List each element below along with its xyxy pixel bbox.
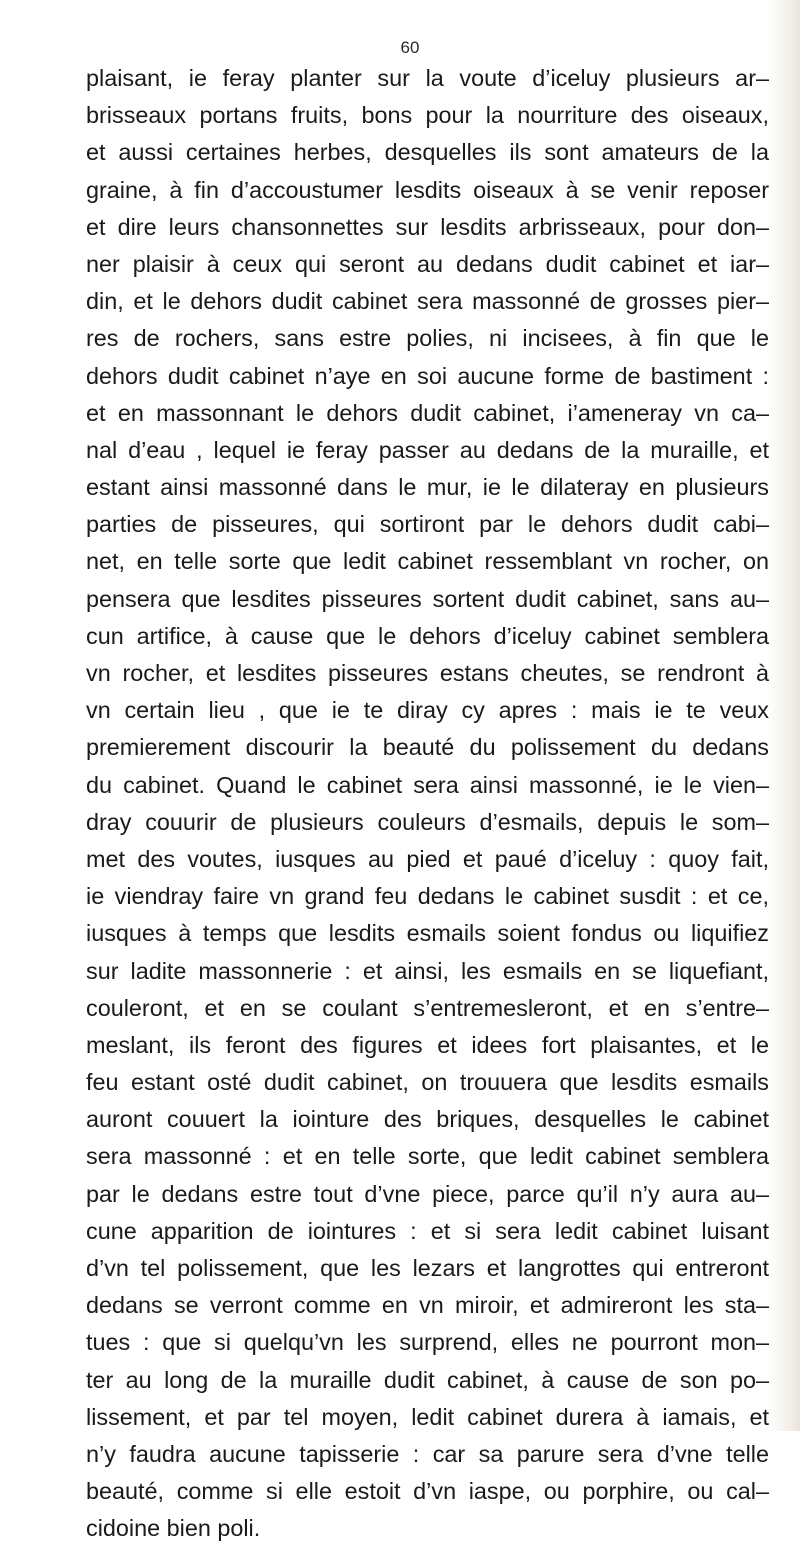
text-line: feu estant osté dudit cabinet, on trouuera que lesdits esmails: [86, 1069, 769, 1096]
text-line: et en massonnant le dehors dudit cabinet, i’ameneray vn ca–: [86, 399, 769, 426]
text-line: dray couurir de plusieurs couleurs d’esmails, depuis le som–: [86, 808, 769, 835]
text-line: et dire leurs chansonnettes sur lesdits arbrisseaux, pour don–: [86, 213, 769, 240]
text-line: meslant, ils feront des figures et idees fort plaisantes, et le: [86, 1031, 769, 1058]
text-line: du cabinet. Quand le cabinet sera ainsi massonné, ie le vien–: [86, 771, 769, 798]
page-number: 60: [400, 38, 420, 57]
body-text: [86, 60, 769, 1548]
text-line: met des voutes, iusques au pied et paué d’iceluy : quoy fait,: [86, 845, 769, 872]
text-line: tues : que si quelqu’vn les surprend, elles ne pourront mon–: [86, 1329, 769, 1356]
text-line: n’y faudra aucune tapisserie : car sa parure sera d’vne telle: [86, 1440, 769, 1467]
text-line: sera massonné : et en telle sorte, que ledit cabinet semblera: [86, 1143, 769, 1170]
text-line: parties de pisseures, qui sortiront par le dehors dudit cabi–: [86, 511, 769, 538]
text-line: pensera que lesdites pisseures sortent dudit cabinet, sans au–: [86, 585, 769, 612]
text-line: sur ladite massonnerie : et ainsi, les esmails en se liquefiant,: [86, 957, 769, 984]
text-line: premierement discourir la beauté du polissement du dedans: [86, 734, 769, 761]
text-line: vn certain lieu , que ie te diray cy apres : mais ie te veux: [86, 697, 769, 724]
text-line: cun artifice, à cause que le dehors d’iceluy cabinet semblera: [86, 622, 769, 649]
text-line: iusques à temps que lesdits esmails soient fondus ou liquifiez: [86, 920, 769, 947]
text-line: dedans se verront comme en vn miroir, et admireront les sta–: [86, 1292, 769, 1319]
text-line: ner plaisir à ceux qui seront au dedans dudit cabinet et iar–: [86, 250, 769, 277]
text-line: par le dedans estre tout d’vne piece, parce qu’il n’y aura au–: [86, 1180, 769, 1207]
text-line: dehors dudit cabinet n’aye en soi aucune forme de bastiment :: [86, 362, 769, 389]
text-line: cune apparition de iointures : et si sera ledit cabinet luisant: [86, 1217, 769, 1244]
text-line: brisseaux portans fruits, bons pour la nourriture des oiseaux,: [86, 102, 769, 129]
text-line: estant ainsi massonné dans le mur, ie le dilateray en plusieurs: [86, 474, 769, 501]
text-line: plaisant, ie feray planter sur la voute d’iceluy plusieurs ar–: [86, 65, 769, 91]
text-line: vn rocher, et lesdites pisseures estans cheutes, se rendront à: [86, 660, 769, 686]
text-line: lissement, et par tel moyen, ledit cabinet durera à iamais, et: [86, 1403, 769, 1430]
text-line: auront couuert la iointure des briques, desquelles le cabinet: [86, 1106, 769, 1133]
text-line: nal d’eau , lequel ie feray passer au dedans de la muraille, et: [86, 436, 769, 463]
text-line: ter au long de la muraille dudit cabinet, à cause de son po–: [86, 1366, 769, 1393]
text-line: res de rochers, sans estre polies, ni incisees, à fin que le: [86, 325, 769, 352]
text-line: d’vn tel polissement, que les lezars et langrottes qui entreront: [86, 1255, 769, 1281]
text-line: graine, à fin d’accoustumer lesdits oiseaux à se venir reposer: [86, 176, 769, 203]
text-line: beauté, comme si elle estoit d’vn iaspe, ou porphire, ou cal–: [86, 1478, 769, 1505]
text-line-last: cidoine bien poli.: [86, 1515, 261, 1542]
text-line: et aussi certaines herbes, desquelles ils sont amateurs de la: [86, 139, 769, 166]
text-line: net, en telle sorte que ledit cabinet ressemblant vn rocher, on: [86, 548, 769, 575]
text-line: din, et le dehors dudit cabinet sera massonné de grosses pier–: [86, 288, 769, 315]
text-line: couleront, et en se coulant s’entremesleront, et en s’entre–: [86, 994, 769, 1021]
text-line: ie viendray faire vn grand feu dedans le cabinet susdit : et ce,: [86, 883, 769, 910]
